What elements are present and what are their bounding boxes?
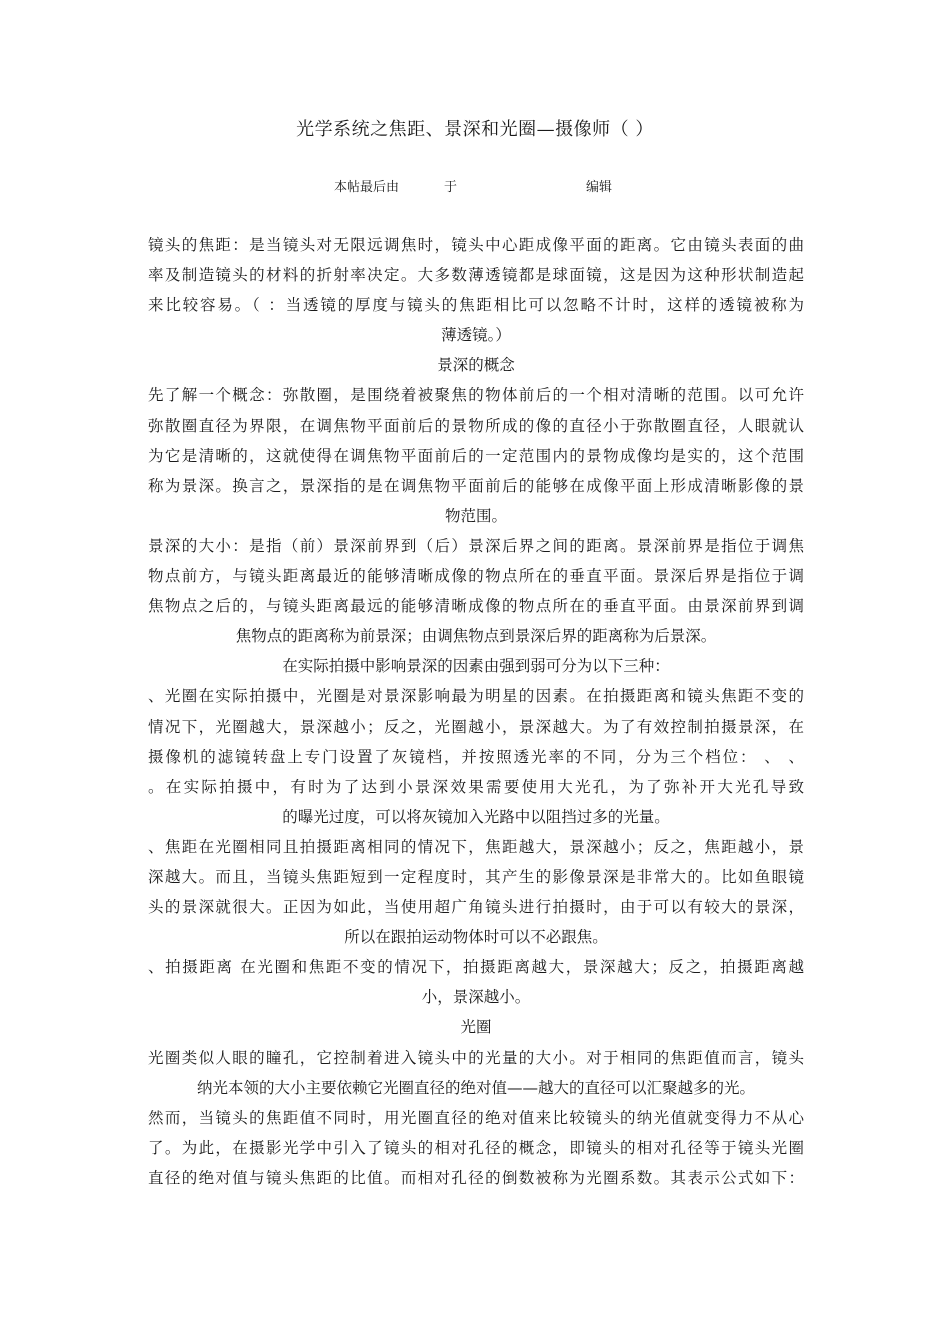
- body-line: 焦物点的距离称为前景深；由调焦物点到景深后界的距离称为后景深。: [235, 627, 717, 646]
- body-line: 、拍摄距离 在光圈和焦距不变的情况下，拍摄距离越大，景深越大；反之，拍摄距离越: [148, 958, 804, 977]
- document-title: 光学系统之焦距、景深和光圈—摄像师（ ）: [296, 119, 654, 140]
- body-line: 焦物点之后的，与镜头距离最远的能够清晰成像的物点所在的垂直平面。由景深前界到调: [148, 597, 804, 616]
- body-line: 镜头的焦距：是当镜头对无限远调焦时，镜头中心距成像平面的距离。它由镜头表面的曲: [148, 236, 804, 254]
- body-line: 纳光本领的大小主要依赖它光圈直径的绝对值——越大的直径可以汇聚越多的光。: [196, 1078, 755, 1097]
- body-line: 直径的绝对值与镜头焦距的比值。而相对孔径的倒数被称为光圈系数。其表示公式如下：: [148, 1168, 804, 1187]
- body-line: 薄透镜。）: [441, 326, 511, 345]
- body-line: 景深的大小：是指（前）景深前界到（后）景深后界之间的距离。景深前界是指位于调焦: [148, 536, 804, 555]
- body-line: 先了解一个概念：弥散圈，是围绕着被聚焦的物体前后的一个相对清晰的范围。以可允许: [148, 386, 804, 405]
- body-line: 。在实际拍摄中，有时为了达到小景深效果需要使用大光孔，为了弥补开大光孔导致: [148, 777, 804, 796]
- body-line: 光圈: [460, 1018, 492, 1037]
- body-line: 光圈类似人眼的瞳孔，它控制着进入镜头中的光量的大小。对于相同的焦距值而言，镜头: [148, 1048, 804, 1067]
- body-line: 景深的概念: [437, 356, 515, 375]
- meta-edited: 编辑: [586, 180, 613, 195]
- document-body: [148, 230, 804, 1193]
- body-line: 、焦距在光圈相同且拍摄距离相同的情况下，焦距越大，景深越小；反之，焦距越小，景: [148, 837, 804, 856]
- body-line: 小，景深越小。: [421, 988, 531, 1007]
- body-line: 称为景深。换言之，景深指的是在调焦物平面前后的能够在成像平面上形成清晰影像的景: [148, 476, 804, 495]
- body-line: 头的景深就很大。正因为如此，当使用超广角镜头进行拍摄时，由于可以有较大的景深，: [148, 898, 804, 917]
- body-line: 了。为此，在摄影光学中引入了镜头的相对孔径的概念，即镜头的相对孔径等于镜头光圈: [148, 1138, 804, 1157]
- meta-at: 于: [444, 180, 458, 195]
- body-line: 为它是清晰的，这就使得在调焦物平面前后的一定范围内的景物成像均是实的，这个范围: [148, 446, 804, 465]
- body-line: 物范围。: [444, 506, 507, 525]
- body-line: 所以在跟拍运动物体时可以不必跟焦。: [344, 928, 608, 947]
- body-line: 弥散圈直径为界限，在调焦物平面前后的景物所成的像的直径小于弥散圈直径，人眼就认: [148, 416, 804, 435]
- body-line: 物点前方，与镜头距离最近的能够清晰成像的物点所在的垂直平面。景深后界是指位于调: [148, 567, 804, 586]
- body-line: 情况下，光圈越大，景深越小；反之，光圈越小，景深越大。为了有效控制拍摄景深，在: [148, 717, 804, 736]
- body-line: 然而，当镜头的焦距值不同时，用光圈直径的绝对值来比较镜头的纳光值就变得力不从心: [148, 1108, 804, 1127]
- body-line: 、光圈在实际拍摄中，光圈是对景深影响最为明星的因素。在拍摄距离和镜头焦距不变的: [148, 687, 804, 706]
- meta-posted-by: 本帖最后由: [334, 180, 400, 195]
- body-line: 的曝光过度，可以将灰镜加入光路中以阻挡过多的光量。: [282, 807, 670, 826]
- body-line: 摄像机的滤镜转盘上专门设置了灰镜档，并按照透光率的不同，分为三个档位： 、 、: [148, 747, 804, 766]
- body-line: 率及制造镜头的材料的折射率决定。大多数薄透镜都是球面镜，这是因为这种形状制造起: [148, 266, 804, 285]
- body-line: 在实际拍摄中影响景深的因素由强到弱可分为以下三种：: [282, 657, 670, 676]
- body-line: 来比较容易。（ ：当透镜的厚度与镜头的焦距相比可以忽略不计时，这样的透镜被称为: [148, 296, 804, 315]
- body-line: 深越大。而且，当镜头焦距短到一定程度时，其产生的影像景深是非常大的。比如鱼眼镜: [148, 867, 804, 886]
